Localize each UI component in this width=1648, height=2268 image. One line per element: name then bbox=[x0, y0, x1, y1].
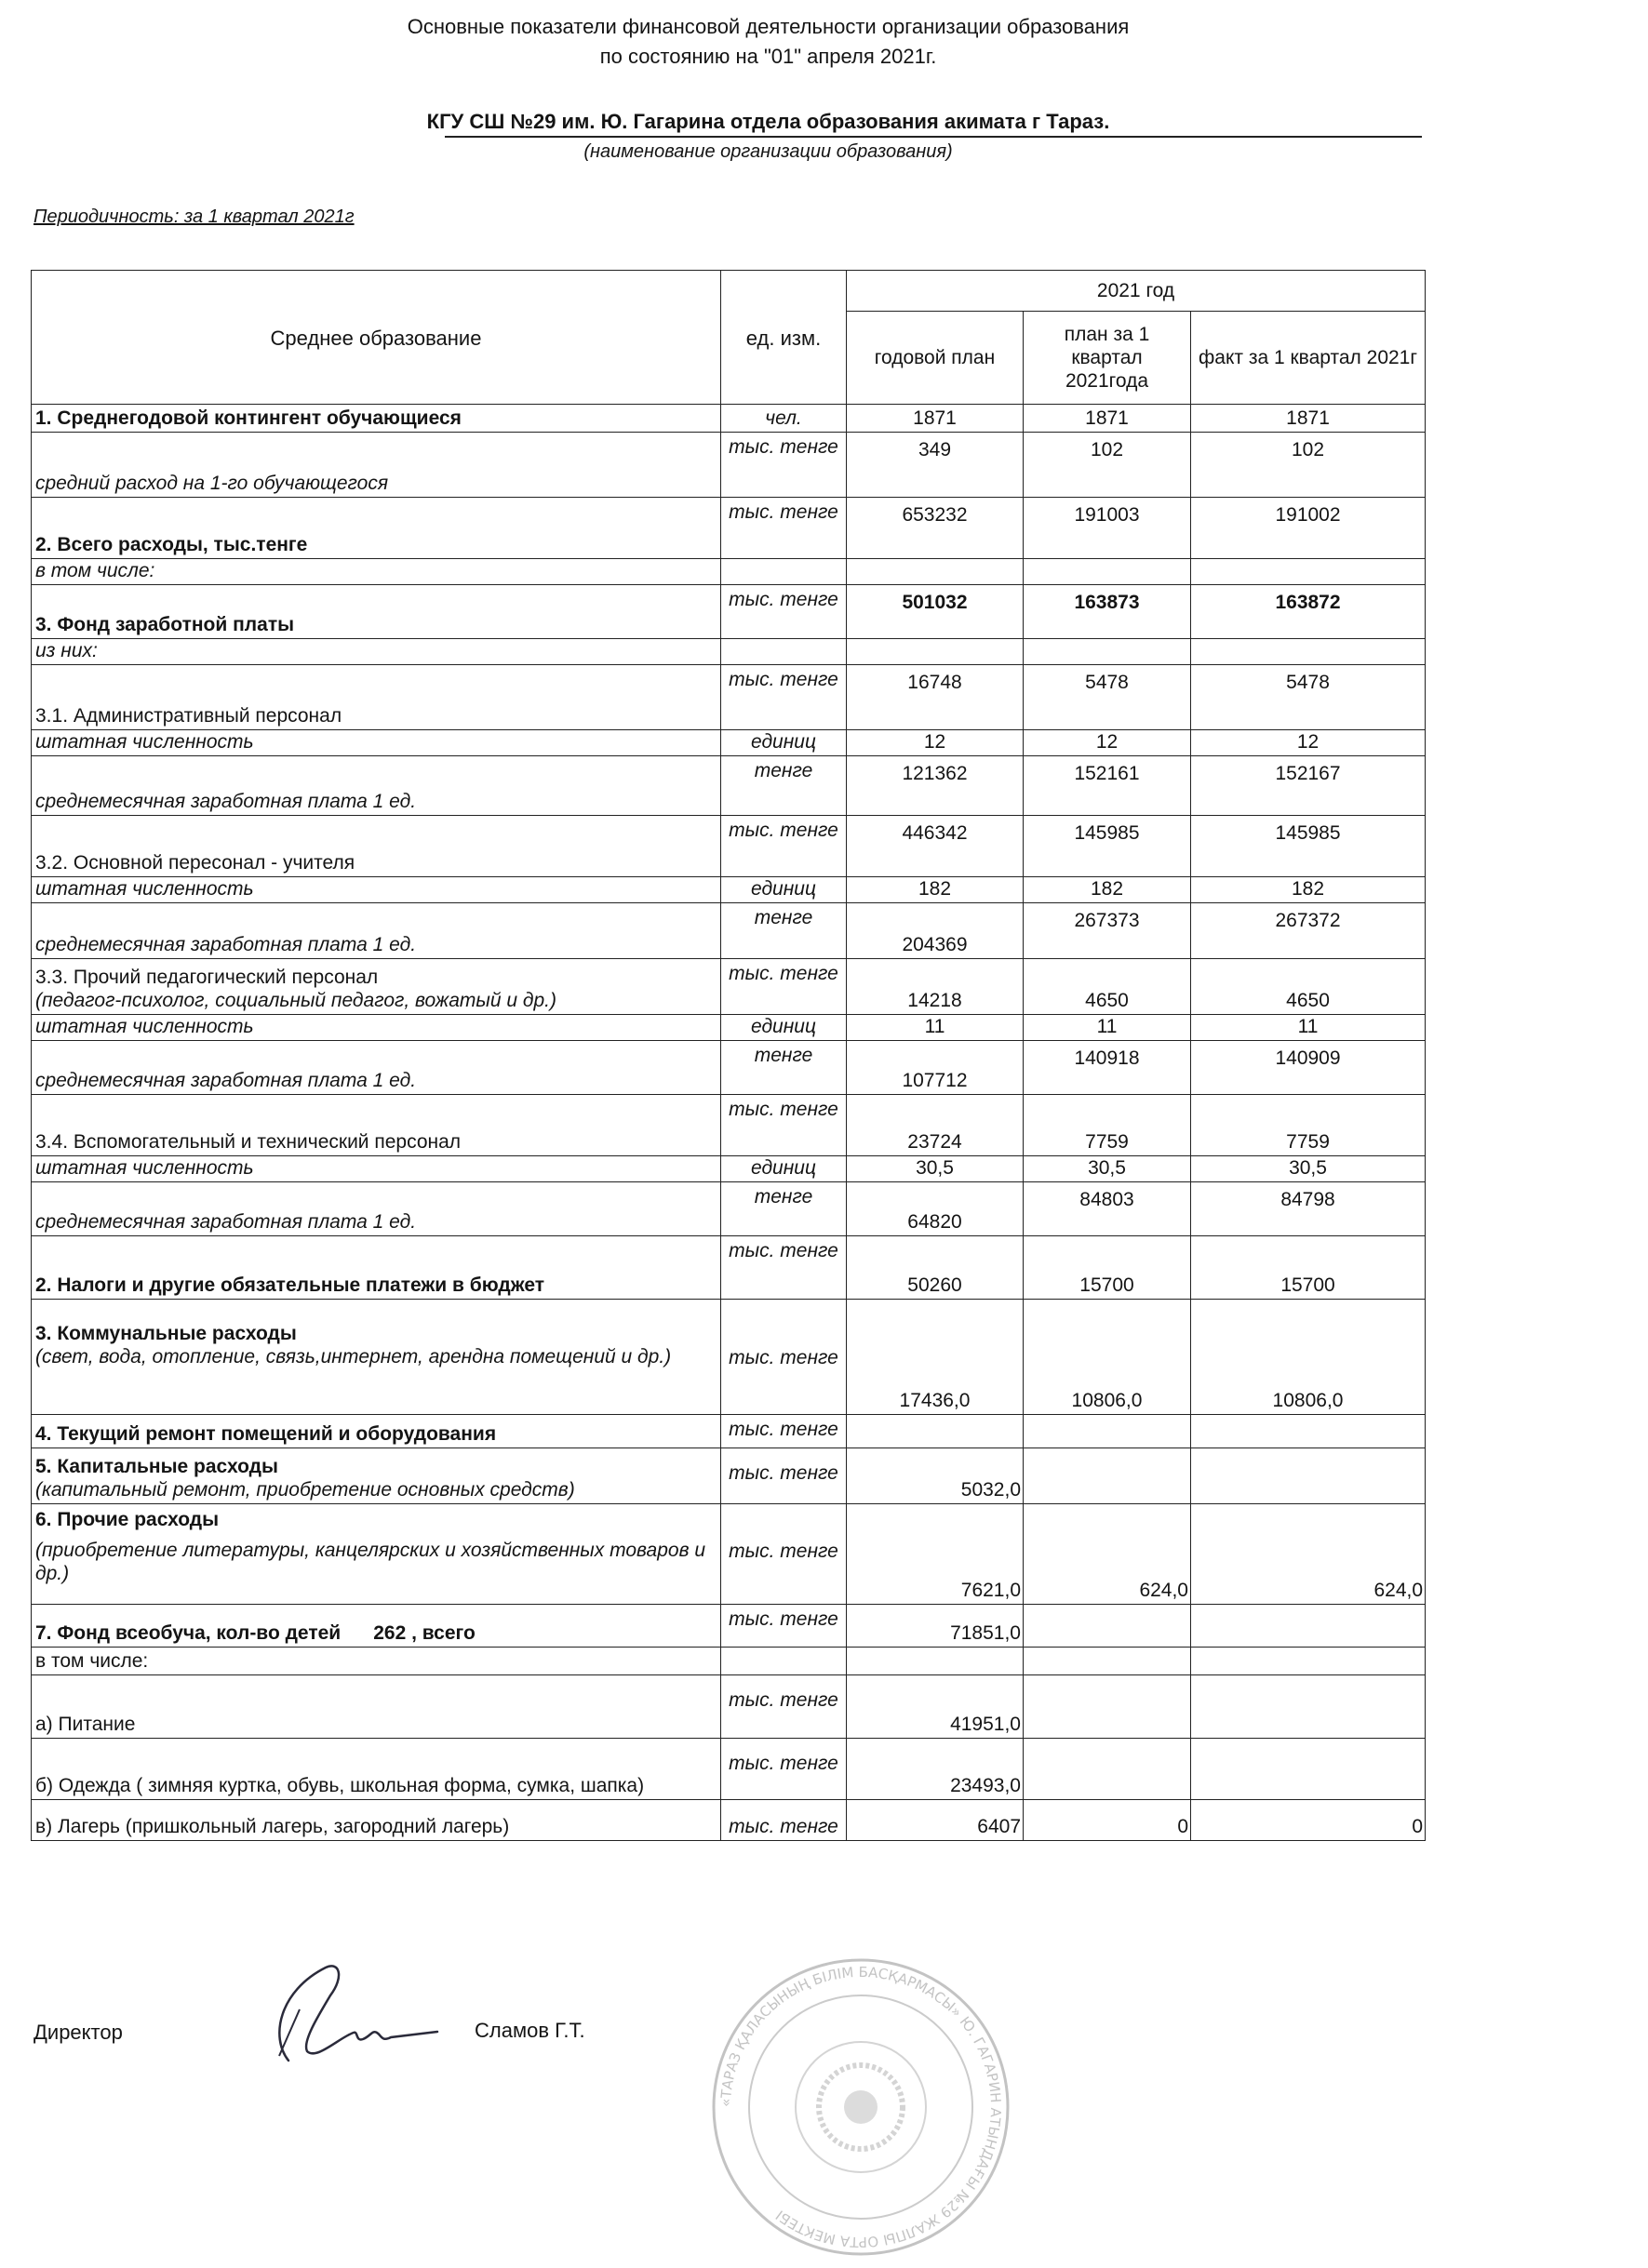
row-label: средний расход на 1-го обучающегося bbox=[32, 433, 721, 498]
empty-cell bbox=[1191, 1605, 1426, 1648]
row-label: 4. Текущий ремонт помещений и оборудования bbox=[32, 1415, 721, 1448]
table-row bbox=[32, 1300, 1426, 1415]
annual-plan-cell: 1871 bbox=[847, 405, 1024, 433]
annual-plan-cell: 17436,0 bbox=[847, 1300, 1024, 1415]
row-label: 3.4. Вспомогательный и технический персонал bbox=[32, 1095, 721, 1156]
q1-fact-cell: 15700 bbox=[1191, 1236, 1426, 1300]
q1-plan-cell: 30,5 bbox=[1024, 1156, 1191, 1182]
table-row bbox=[32, 1415, 1426, 1448]
annual-plan-cell: 501032 bbox=[847, 585, 1024, 639]
empty-cell bbox=[1191, 1648, 1426, 1675]
q1-fact-cell: 102 bbox=[1191, 433, 1426, 498]
q1-fact-cell: 5478 bbox=[1191, 665, 1426, 730]
row-label: среднемесячная заработная плата 1 ед. bbox=[32, 756, 721, 816]
annual-plan-cell: 64820 bbox=[847, 1182, 1024, 1236]
q1-plan-cell: 7759 bbox=[1024, 1095, 1191, 1156]
q1-fact-cell: 30,5 bbox=[1191, 1156, 1426, 1182]
row-label: из них: bbox=[32, 639, 721, 665]
table-row bbox=[32, 816, 1426, 877]
row-unit: тыс. тенге bbox=[721, 1415, 847, 1448]
row-label: б) Одежда ( зимняя куртка, обувь, школьная форма, сумка, шапка) bbox=[32, 1739, 721, 1800]
document-title-line1: Основные показатели финансовой деятельности организации образования bbox=[407, 15, 1130, 38]
row-label-note: (педагог-психолог, социальный педагог, вожатый и др.) bbox=[35, 990, 556, 1011]
header-education-level: Среднее образование bbox=[32, 271, 721, 405]
row-unit: тыс. тенге bbox=[721, 498, 847, 559]
row-label-main: 3.3. Прочий педагогический персонал bbox=[35, 967, 379, 988]
director-name: Сламов Г.Т. bbox=[475, 2019, 585, 2042]
empty-cell bbox=[1024, 1675, 1191, 1739]
empty-cell bbox=[1191, 1415, 1426, 1448]
row-label: а) Питание bbox=[32, 1675, 721, 1739]
row-label: 2. Налоги и другие обязательные платежи в бюджет bbox=[32, 1236, 721, 1300]
q1-fact-cell: 0 bbox=[1191, 1800, 1426, 1841]
empty-cell bbox=[1024, 1648, 1191, 1675]
row-label: 3.2. Основной пересонал - учителя bbox=[32, 816, 721, 877]
table-row bbox=[32, 405, 1426, 433]
row-label: в) Лагерь (пришкольный лагерь, загородний лагерь) bbox=[32, 1800, 721, 1841]
q1-fact-cell: 267372 bbox=[1191, 903, 1426, 959]
row-label: среднемесячная заработная плата 1 ед. bbox=[32, 1041, 721, 1095]
annual-plan-cell: 349 bbox=[847, 433, 1024, 498]
table-row bbox=[32, 585, 1426, 639]
director-signature bbox=[251, 1954, 447, 2084]
table-row bbox=[32, 498, 1426, 559]
q1-plan-cell: 145985 bbox=[1024, 816, 1191, 877]
row-label-main: 6. Прочие расходы bbox=[35, 1509, 220, 1530]
table-row bbox=[32, 903, 1426, 959]
row-label: 3. Фонд заработной платы bbox=[32, 585, 721, 639]
table-row bbox=[32, 1739, 1426, 1800]
annual-plan-cell: 50260 bbox=[847, 1236, 1024, 1300]
row-unit: тенге bbox=[721, 1041, 847, 1095]
table-row bbox=[32, 1182, 1426, 1236]
organization-underline bbox=[445, 136, 1422, 138]
row-unit: тыс. тенге bbox=[721, 1236, 847, 1300]
row-unit: тенге bbox=[721, 903, 847, 959]
empty-cell bbox=[1024, 1605, 1191, 1648]
row-unit: тыс. тенге bbox=[721, 433, 847, 498]
annual-plan-cell: 41951,0 bbox=[847, 1675, 1024, 1739]
table-row bbox=[32, 665, 1426, 730]
annual-plan-cell: 71851,0 bbox=[847, 1605, 1024, 1648]
q1-fact-cell: 182 bbox=[1191, 877, 1426, 903]
q1-plan-cell: 1871 bbox=[1024, 405, 1191, 433]
row-label: 1. Среднегодовой контингент обучающиеся bbox=[32, 405, 721, 433]
row-unit: чел. bbox=[721, 405, 847, 433]
table-row bbox=[32, 639, 1426, 665]
q1-fact-cell: 12 bbox=[1191, 730, 1426, 756]
annual-plan-cell: 107712 bbox=[847, 1041, 1024, 1095]
q1-plan-cell: 191003 bbox=[1024, 498, 1191, 559]
q1-plan-cell: 624,0 bbox=[1024, 1504, 1191, 1605]
q1-plan-cell: 12 bbox=[1024, 730, 1191, 756]
empty-cell bbox=[847, 1415, 1024, 1448]
table-row bbox=[32, 1236, 1426, 1300]
header-unit: ед. изм. bbox=[721, 271, 847, 405]
row-label bbox=[32, 1504, 721, 1605]
row-unit: тыс. тенге bbox=[721, 665, 847, 730]
row-label bbox=[32, 959, 721, 1015]
row-label: 2. Всего расходы, тыс.тенге bbox=[32, 498, 721, 559]
empty-cell bbox=[1191, 639, 1426, 665]
annual-plan-cell: 204369 bbox=[847, 903, 1024, 959]
row-label: среднемесячная заработная плата 1 ед. bbox=[32, 1182, 721, 1236]
table-row bbox=[32, 433, 1426, 498]
row-unit: тыс. тенге bbox=[721, 959, 847, 1015]
q1-fact-cell: 624,0 bbox=[1191, 1504, 1426, 1605]
annual-plan-cell: 182 bbox=[847, 877, 1024, 903]
header-q1-plan: план за 1 квартал 2021года bbox=[1024, 312, 1191, 405]
row-unit: тыс. тенге bbox=[721, 585, 847, 639]
row-unit: тыс. тенге bbox=[721, 816, 847, 877]
table-row bbox=[32, 959, 1426, 1015]
q1-fact-cell: 163872 bbox=[1191, 585, 1426, 639]
table-row bbox=[32, 756, 1426, 816]
q1-plan-cell: 182 bbox=[1024, 877, 1191, 903]
document-title-line2: по состоянию на "01" апреля 2021г. bbox=[599, 45, 937, 68]
row-label-note: (капитальный ремонт, приобретение основных средств) bbox=[35, 1479, 575, 1501]
table-row bbox=[32, 1800, 1426, 1841]
annual-plan-cell: 23724 bbox=[847, 1095, 1024, 1156]
row-unit: тенге bbox=[721, 756, 847, 816]
table-row bbox=[32, 1675, 1426, 1739]
empty-cell bbox=[1024, 1415, 1191, 1448]
header-q1-fact: факт за 1 квартал 2021г bbox=[1191, 312, 1426, 405]
row-unit: единиц bbox=[721, 877, 847, 903]
q1-plan-cell: 10806,0 bbox=[1024, 1300, 1191, 1415]
row-label: в том числе: bbox=[32, 559, 721, 585]
empty-cell bbox=[1191, 1739, 1426, 1800]
q1-plan-cell: 4650 bbox=[1024, 959, 1191, 1015]
empty-cell bbox=[847, 1648, 1024, 1675]
row-label: 3.1. Административный персонал bbox=[32, 665, 721, 730]
empty-cell bbox=[721, 559, 847, 585]
row-label-main: 5. Капитальные расходы bbox=[35, 1456, 278, 1477]
empty-cell bbox=[1191, 559, 1426, 585]
empty-cell bbox=[721, 639, 847, 665]
q1-plan-cell: 152161 bbox=[1024, 756, 1191, 816]
header-year-group: 2021 год bbox=[847, 271, 1426, 312]
row-unit: тыс. тенге bbox=[721, 1800, 847, 1841]
q1-fact-cell: 1871 bbox=[1191, 405, 1426, 433]
empty-cell bbox=[721, 1648, 847, 1675]
q1-fact-cell: 145985 bbox=[1191, 816, 1426, 877]
row-unit: тенге bbox=[721, 1182, 847, 1236]
table-row bbox=[32, 1605, 1426, 1648]
q1-plan-cell: 102 bbox=[1024, 433, 1191, 498]
annual-plan-cell: 14218 bbox=[847, 959, 1024, 1015]
empty-cell bbox=[1024, 1739, 1191, 1800]
q1-fact-cell: 152167 bbox=[1191, 756, 1426, 816]
table-row bbox=[32, 730, 1426, 756]
q1-plan-cell: 267373 bbox=[1024, 903, 1191, 959]
empty-cell bbox=[1191, 1675, 1426, 1739]
row-label-main: 3. Коммунальные расходы bbox=[35, 1323, 297, 1344]
annual-plan-cell: 12 bbox=[847, 730, 1024, 756]
row-unit: единиц bbox=[721, 1015, 847, 1041]
annual-plan-cell: 11 bbox=[847, 1015, 1024, 1041]
annual-plan-cell: 16748 bbox=[847, 665, 1024, 730]
q1-fact-cell: 191002 bbox=[1191, 498, 1426, 559]
annual-plan-cell: 446342 bbox=[847, 816, 1024, 877]
row-label bbox=[32, 1300, 721, 1415]
row-label bbox=[32, 1448, 721, 1504]
annual-plan-cell: 30,5 bbox=[847, 1156, 1024, 1182]
table-row bbox=[32, 1015, 1426, 1041]
q1-plan-cell: 15700 bbox=[1024, 1236, 1191, 1300]
q1-fact-cell: 10806,0 bbox=[1191, 1300, 1426, 1415]
table-row bbox=[32, 559, 1426, 585]
table-row bbox=[32, 1156, 1426, 1182]
row-label-note: (свет, вода, отопление, связь,интернет, арендна помещений и др.) bbox=[35, 1346, 672, 1367]
row-label: штатная численность bbox=[32, 877, 721, 903]
q1-plan-cell: 11 bbox=[1024, 1015, 1191, 1041]
organization-caption: (наименование организации образования) bbox=[583, 141, 953, 162]
q1-plan-cell: 5478 bbox=[1024, 665, 1191, 730]
table-row bbox=[32, 1041, 1426, 1095]
q1-fact-cell: 84798 bbox=[1191, 1182, 1426, 1236]
row-unit: тыс. тенге bbox=[721, 1739, 847, 1800]
row-unit: единиц bbox=[721, 1156, 847, 1182]
seal-text: «ТАРАЗ ҚАЛАСЫНЫҢ БІЛІМ БАСҚАРМАСЫ» Ю. ГАГАРИН АТЫНДАҒЫ №29 ЖАЛПЫ ОРТА МЕКТЕБІ bbox=[717, 1963, 1005, 2251]
row-label-note: (приобретение литературы, канцелярских и хозяйственных товаров и др.) bbox=[35, 1540, 706, 1584]
periodicity-label: Периодичность: за 1 квартал 2021г bbox=[33, 207, 355, 227]
table-row bbox=[32, 1648, 1426, 1675]
annual-plan-cell: 653232 bbox=[847, 498, 1024, 559]
row-unit: тыс. тенге bbox=[721, 1448, 847, 1504]
q1-plan-cell: 140918 bbox=[1024, 1041, 1191, 1095]
financial-indicators-table bbox=[31, 270, 1426, 1841]
annual-plan-cell: 7621,0 bbox=[847, 1504, 1024, 1605]
row-unit: тыс. тенге bbox=[721, 1300, 847, 1415]
annual-plan-cell: 6407 bbox=[847, 1800, 1024, 1841]
q1-plan-cell: 84803 bbox=[1024, 1182, 1191, 1236]
empty-cell bbox=[847, 559, 1024, 585]
q1-fact-cell: 7759 bbox=[1191, 1095, 1426, 1156]
row-label: среднемесячная заработная плата 1 ед. bbox=[32, 903, 721, 959]
organization-name: КГУ СШ №29 им. Ю. Гагарина отдела образования акимата г Тараз. bbox=[426, 110, 1110, 133]
table-row bbox=[32, 877, 1426, 903]
organization-seal bbox=[707, 1954, 1014, 2261]
director-label: Директор bbox=[33, 2021, 123, 2044]
table-header-row bbox=[32, 271, 1426, 312]
empty-cell bbox=[1024, 639, 1191, 665]
row-unit: тыс. тенге bbox=[721, 1504, 847, 1605]
row-label: штатная численность bbox=[32, 730, 721, 756]
q1-fact-cell: 11 bbox=[1191, 1015, 1426, 1041]
q1-plan-cell: 0 bbox=[1024, 1800, 1191, 1841]
empty-cell bbox=[847, 639, 1024, 665]
row-unit: тыс. тенге bbox=[721, 1095, 847, 1156]
empty-cell bbox=[1191, 1448, 1426, 1504]
row-label: штатная численность bbox=[32, 1156, 721, 1182]
table-row bbox=[32, 1448, 1426, 1504]
table-row bbox=[32, 1504, 1426, 1605]
annual-plan-cell: 121362 bbox=[847, 756, 1024, 816]
annual-plan-cell: 23493,0 bbox=[847, 1739, 1024, 1800]
q1-fact-cell: 4650 bbox=[1191, 959, 1426, 1015]
row-unit: тыс. тенге bbox=[721, 1605, 847, 1648]
q1-fact-cell: 140909 bbox=[1191, 1041, 1426, 1095]
header-annual-plan: годовой план bbox=[847, 312, 1024, 405]
empty-cell bbox=[1024, 1448, 1191, 1504]
row-label: в том числе: bbox=[32, 1648, 721, 1675]
q1-plan-cell: 163873 bbox=[1024, 585, 1191, 639]
table-row bbox=[32, 1095, 1426, 1156]
row-label: 7. Фонд всеобуча, кол-во детей 262 , всего bbox=[32, 1605, 721, 1648]
empty-cell bbox=[1024, 559, 1191, 585]
row-unit: тыс. тенге bbox=[721, 1675, 847, 1739]
row-label: штатная численность bbox=[32, 1015, 721, 1041]
annual-plan-cell: 5032,0 bbox=[847, 1448, 1024, 1504]
row-unit: единиц bbox=[721, 730, 847, 756]
